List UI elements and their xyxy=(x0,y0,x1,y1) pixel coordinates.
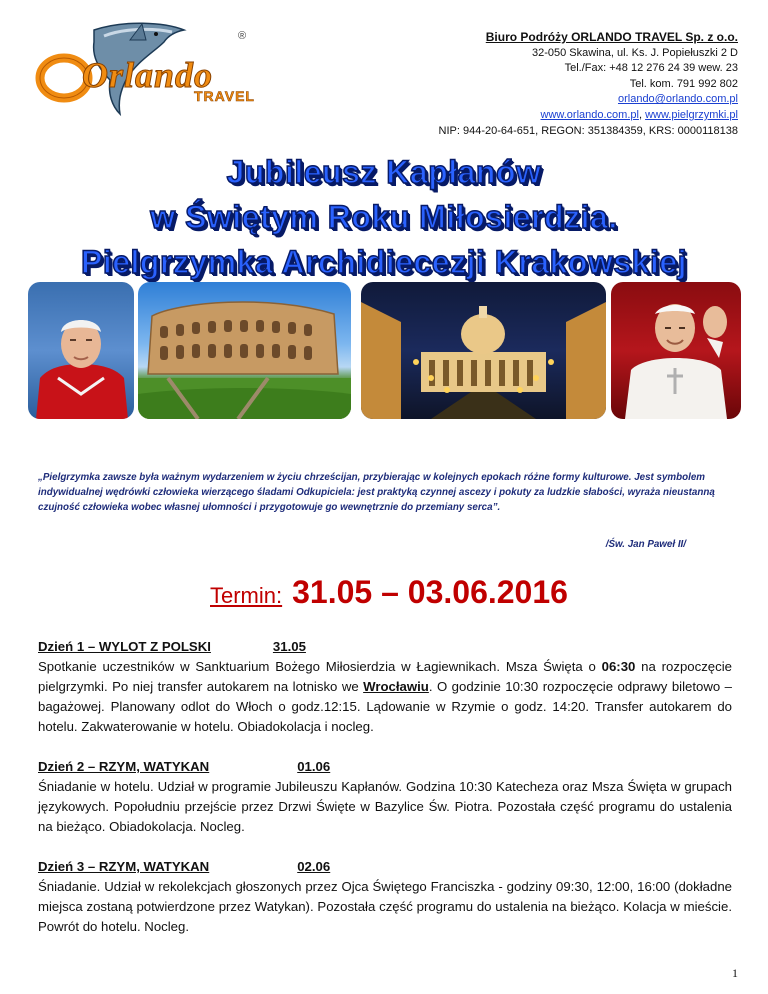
web-separator: , xyxy=(638,108,646,121)
company-header xyxy=(318,30,738,139)
day-2-header xyxy=(38,757,732,777)
photo-colosseum xyxy=(138,282,351,419)
title-line-3: Pielgrzymka Archidiecezji Krakowskiej xyxy=(80,244,688,280)
day-1-text-b: na rozpoczęcie pielgrzymki. Po niej transfer autokarem na lotnisko we xyxy=(38,659,732,694)
day-2-title: Dzień 2 – RZYM, WATYKAN xyxy=(38,759,210,774)
photo-strip xyxy=(28,282,741,419)
pilgrimage-web-link[interactable]: www.pielgrzymki.pl xyxy=(645,108,738,121)
logo-brand-text: Orlando xyxy=(82,55,214,95)
day-3-title: Dzień 3 – RZYM, WATYKAN xyxy=(38,859,210,874)
day-1-title: Dzień 1 – WYLOT Z POLSKI xyxy=(38,639,211,654)
company-name: Biuro Podróży ORLANDO TRAVEL Sp. z o.o. xyxy=(485,30,738,44)
day-3-header xyxy=(38,857,732,877)
day-3-description: Śniadanie. Udział w rekolekcjach głoszonych przez Ojca Świętego Franciszka - godziny 09:30, 12:00, 16:00 (dokładne miejsca zostaną potwierdzone przez Watykan). Pozostała część programu do ustalenia na bieżąco. Kolacja w mieście. Powrót do hotelu. Nocleg. xyxy=(38,879,732,934)
logo-sub-text: TRAVEL xyxy=(194,88,255,104)
itinerary-day-1 xyxy=(38,637,732,737)
orlando-travel-logo xyxy=(34,18,254,128)
company-address: 32-050 Skawina, ul. Ks. J. Popiełuszki 2 D xyxy=(531,46,738,59)
registered-mark: ® xyxy=(238,30,247,42)
day-3-date: 02.06 xyxy=(297,859,331,874)
title-line-2: w Świętym Roku Miłosierdzia. xyxy=(150,199,618,235)
photo-vatican-night xyxy=(361,282,606,419)
itinerary-day-3 xyxy=(38,857,732,937)
day-1-airport: Wrocławiu xyxy=(363,679,429,694)
day-1-mass-time: 06:30 xyxy=(601,659,636,674)
day-2-date: 01.06 xyxy=(297,759,331,774)
day-1-header xyxy=(38,637,732,657)
day-1-description xyxy=(38,657,732,737)
company-mobile: Tel. kom. 791 992 802 xyxy=(629,77,738,90)
company-ids: NIP: 944-20-64-651, REGON: 351384359, KRS: 0000118138 xyxy=(438,124,738,137)
company-email-link[interactable]: orlando@orlando.com.pl xyxy=(617,93,738,106)
page-number: 1 xyxy=(732,966,738,980)
itinerary xyxy=(38,637,732,957)
termin-dates: 31.05 – 03.06.2016 xyxy=(292,574,568,610)
photo-john-paul-ii xyxy=(28,282,134,419)
trip-dates xyxy=(210,574,568,611)
day-1-text-c: . O godzinie 10:30 rozpoczęcie odprawy biletowo – bagażowej. Planowany odlot do Włoch o godz.12:15. Lądowanie w Rzymie o godz. 14:20. Transfer autokarem do hotelu. Zakwaterowanie w hotelu. Obiadokolacja i nocleg. xyxy=(38,679,732,734)
company-web-link[interactable]: www.orlando.com.pl xyxy=(540,108,639,121)
termin-label: Termin: xyxy=(210,583,283,608)
company-telfax: Tel./Fax: +48 12 276 24 39 wew. 23 xyxy=(564,62,738,75)
itinerary-day-2 xyxy=(38,757,732,837)
document-title xyxy=(0,150,768,285)
photo-pope-francis xyxy=(611,282,741,419)
day-1-date: 31.05 xyxy=(272,639,306,654)
title-line-1: Jubileusz Kapłanów xyxy=(226,154,542,190)
quote-author: /Św. Jan Paweł II/ xyxy=(605,539,686,550)
pilgrimage-quote: „Pielgrzymka zawsze była ważnym wydarzeniem w życiu chrześcijan, przybierając w kolejnych epokach różne formy kulturowe. Jest symbolem indywidualnej wędrówki człowieka wierzącego śladami Odkupiciela: jest praktyką czynnej ascezy i pokuty za ludzkie słabości, wyraża nieustanną czujność człowieka wobec własnej ułomności i przygotowuje go wewnętrznie do przemiany serca”. xyxy=(38,472,715,513)
day-1-text-a: Spotkanie uczestników w Sanktuarium Bożego Miłosierdzia w Łagiewnikach. Msza Święta o xyxy=(38,659,602,674)
day-2-description: Śniadanie w hotelu. Udział w programie Jubileuszu Kapłanów. Godzina 10:30 Katecheza oraz Msza Święta w grupach językowych. Popołudniu przejście przez Drzwi Święte w Bazylice Św. Piotra. Pozostała część programu do ustalenia na bieżąco. Obiadokolacja. Nocleg. xyxy=(38,779,732,834)
